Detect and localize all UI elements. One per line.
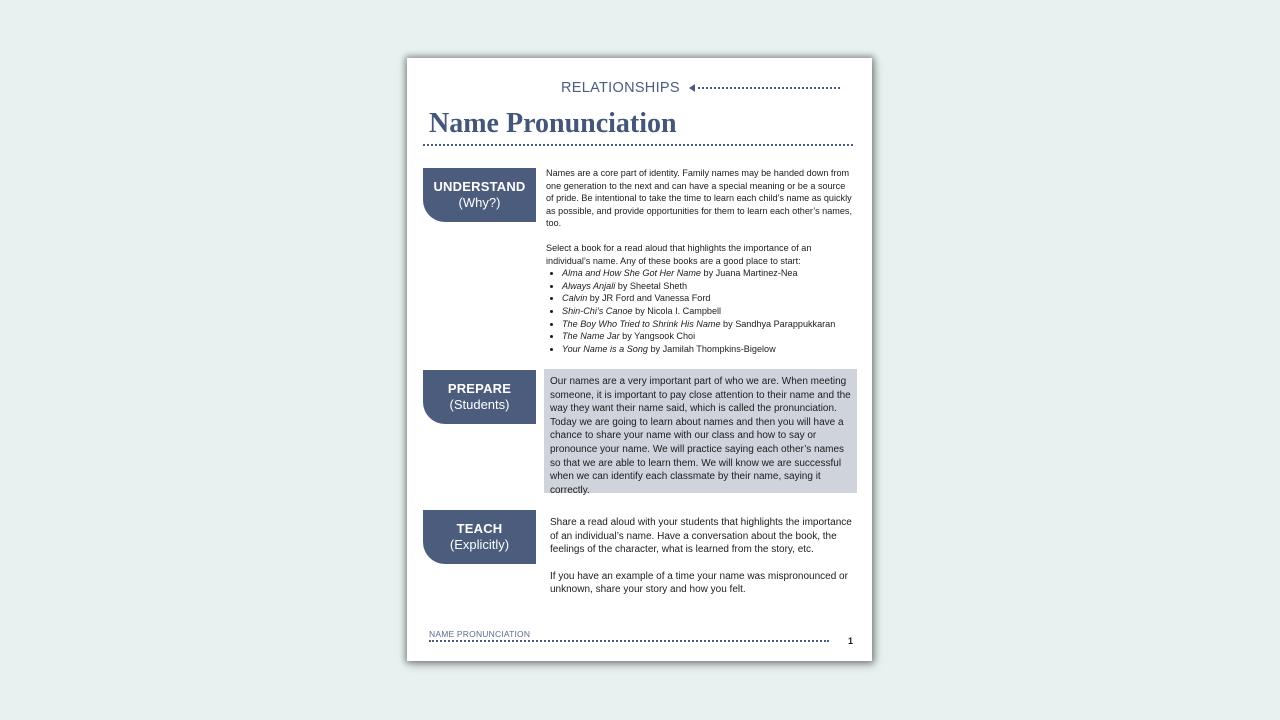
- book-author: by Sheetal Sheth: [615, 280, 688, 291]
- prepare-label: PREPARE: [447, 381, 512, 396]
- book-author: by Sandhya Parappukkaran: [720, 318, 836, 329]
- book-title: The Name Jar: [562, 331, 620, 342]
- book-author: by Nicola I. Campbell: [632, 305, 722, 316]
- understand-paragraph-1: Names are a core part of identity. Family names may be handed down from one generation to the next and can have a special meaning or be a source of pride. Be intentional to take the time to learn each child’s name as quickly as possible, and provide opportunities for them to learn each other’s names, too.: [546, 168, 852, 229]
- book-title: Always Anjali: [562, 280, 616, 291]
- prepare-tab: [423, 370, 536, 424]
- footer-divider: [429, 640, 829, 642]
- document-page: [407, 58, 872, 661]
- prepare-sublabel: (Students): [449, 397, 510, 412]
- teach-paragraph-1: Share a read aloud with your students that highlights the importance of an individual’s name. Have a conversation about the book, the feelings of the character, what is learned from the story, etc.: [550, 517, 852, 556]
- understand-label: UNDERSTAND: [433, 179, 526, 194]
- understand-paragraph-2: Select a book for a read aloud that highlights the importance of an individual’s name. Any of these books are a good place to start:: [546, 242, 812, 266]
- book-author: by Jamilah Thompkins-Bigelow: [647, 343, 776, 354]
- list-item: [562, 318, 852, 331]
- book-title: Calvin: [562, 293, 588, 304]
- list-item: [562, 280, 852, 293]
- book-author: by JR Ford and Vanessa Ford: [587, 293, 711, 304]
- list-item: [562, 305, 852, 318]
- book-list: [546, 267, 852, 355]
- book-title: Shin-Chi’s Canoe: [562, 305, 633, 316]
- list-item: [562, 343, 852, 356]
- book-title: Alma and How She Got Her Name: [562, 268, 701, 279]
- book-author: by Juana Martinez-Nea: [701, 268, 798, 279]
- page-number: 1: [848, 636, 854, 646]
- prepare-callout: [544, 369, 857, 496]
- list-item: [562, 267, 852, 280]
- footer-label: NAME PRONUNCIATION: [429, 629, 531, 639]
- dotted-arrow-line: [693, 87, 840, 89]
- title-divider: [423, 144, 853, 146]
- understand-sublabel: (Why?): [458, 195, 501, 210]
- teach-text: [550, 516, 856, 610]
- teach-tab: [423, 510, 536, 564]
- list-item: [562, 330, 852, 343]
- understand-tab: [423, 168, 536, 222]
- list-item: [562, 292, 852, 305]
- book-title: The Boy Who Tried to Shrink His Name: [562, 318, 721, 329]
- book-title: Your Name is a Song: [562, 343, 648, 354]
- prepare-text: Our names are a very important part of who we are. When meeting someone, it is important to pay close attention to their name and the way they want their name said, which is called the pronunciation. Today we are going to learn about names and then you will have a chance to share your name with our class and how to say or pronounce your name. We will practice saying each other’s names so that we are able to learn them. We will know we are successful when we can identify each classmate by their name, saying it correctly.: [550, 376, 851, 496]
- teach-label: TEACH: [456, 521, 503, 536]
- teach-paragraph-2: If you have an example of a time your name was mispronounced or unknown, share your story and how you felt.: [550, 570, 848, 596]
- section-label: RELATIONSHIPS: [561, 80, 680, 96]
- book-author: by Yangsook Choi: [619, 331, 696, 342]
- understand-text: [546, 167, 852, 355]
- teach-sublabel: (Explicitly): [449, 537, 510, 552]
- page-title: Name Pronunciation: [429, 108, 677, 139]
